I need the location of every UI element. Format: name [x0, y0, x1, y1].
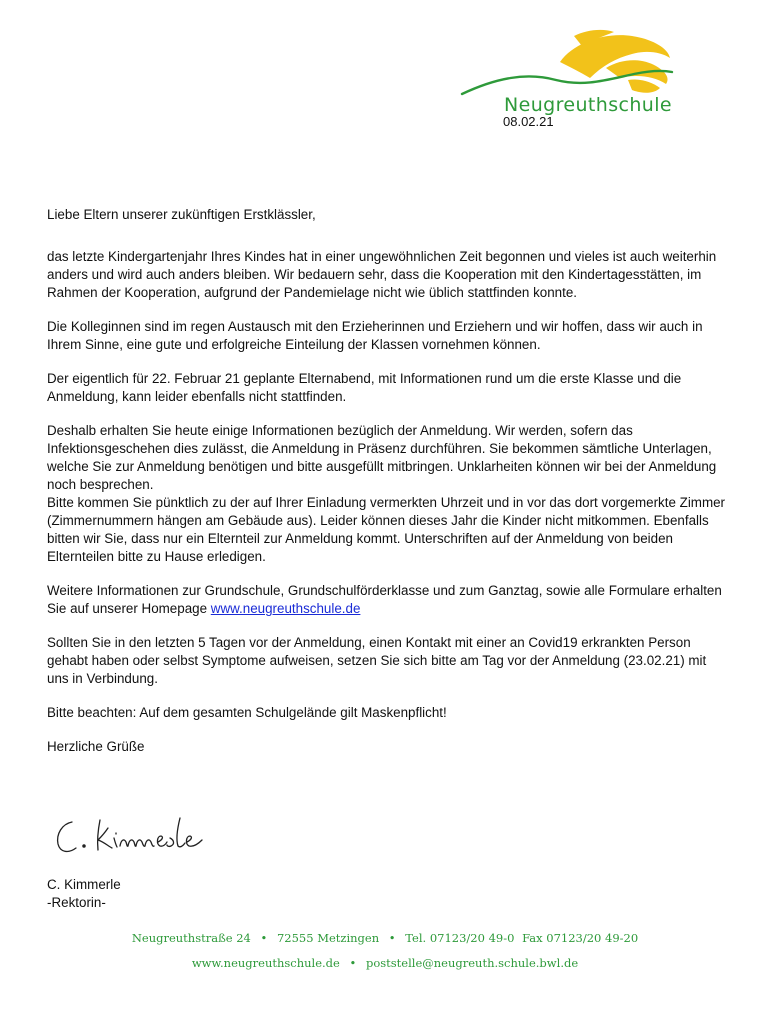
- greeting: Liebe Eltern unserer zukünftigen Erstklässler,: [47, 207, 316, 222]
- footer-separator: •: [260, 931, 268, 945]
- paragraph-homepage: [47, 582, 727, 618]
- registration-info: Deshalb erhalten Sie heute einige Informationen bezüglich der Anmeldung. Wir werden, sofern das Infektionsgeschehen dies zulässt, die Anmeldung in Präsenz durchführen. Sie bekommen sämtliche Unterlagen, welche Sie zur Anmeldung benötigen und bitte ausgefüllt mitbringen. Unklarheiten können wir bei der Anmeldung noch besprechen.: [47, 423, 717, 492]
- footer-web-line: [0, 956, 770, 970]
- footer-contact-line: [0, 931, 770, 945]
- signer-block: [47, 876, 121, 912]
- closing: Herzliche Grüße: [47, 739, 145, 754]
- footer-phone: Tel. 07123/20 49-0: [405, 931, 515, 945]
- homepage-link[interactable]: www.neugreuthschule.de: [210, 601, 361, 616]
- registration-instructions: Bitte kommen Sie pünktlich zu der auf Ihrer Einladung vermerkten Uhrzeit und in vor das dort vorgemerkte Zimmer (Zimmernummern hängen am Gebäude aus). Leider können dieses Jahr die Kinder nicht mitkommen. Ebenfalls bitten wir Sie, dass nur ein Elternteil zur Anmeldung kommt. Unterschriften auf der Anmeldung von beiden Elternteilen bitte zu Hause erledigen.: [47, 495, 726, 564]
- signer-name: C. Kimmerle: [47, 877, 121, 892]
- paragraph-kindergarten: das letzte Kindergartenjahr Ihres Kindes hat in einer ungewöhnlichen Zeit begonnen und vieles ist auch weiterhin anders und wird auch anders bleiben. Wir bedauern sehr, dass die Kooperation mit den Kindertagesstätten, im Rahmen der Kooperation, aufgrund der Pandemielage nicht wie üblich stattfinden konnte.: [47, 249, 717, 300]
- paragraph-registration: [47, 422, 727, 566]
- letter-date: 08.02.21: [503, 114, 554, 129]
- paragraph-mask: Bitte beachten: Auf dem gesamten Schulgelände gilt Maskenpflicht!: [47, 705, 447, 720]
- footer-separator: •: [349, 956, 357, 970]
- homepage-text: Weitere Informationen zur Grundschule, Grundschulförderklasse und zum Ganztag, sowie alle Formulare erhalten Sie auf unserer Homepage: [47, 583, 722, 616]
- signature-caption: C. Kimmerle: [50, 860, 63, 862]
- paragraph-covid: Sollten Sie in den letzten 5 Tagen vor der Anmeldung, einen Kontakt mit einer an Covid19 erkrankten Person gehabt haben oder selbst Symptome aufweisen, setzen Sie sich bitte am Tag vor der Anmeldung (23.02.21) mit uns in Verbindung.: [47, 635, 707, 686]
- footer-separator: •: [388, 931, 396, 945]
- paragraph-parents-evening: Der eigentlich für 22. Februar 21 geplante Elternabend, mit Informationen rund um die erste Klasse und die Anmeldung, kann leider ebenfalls nicht stattfinden.: [47, 371, 682, 404]
- paragraph-colleagues: Die Kolleginnen sind im regen Austausch mit den Erzieherinnen und Erziehern und wir hoffen, dass wir auch in Ihrem Sinne, eine gute und erfolgreiche Einteilung der Klassen vornehmen können.: [47, 319, 703, 352]
- footer-address: Neugreuthstraße 24: [131, 931, 251, 945]
- footer-fax: Fax 07123/20 49-20: [522, 931, 639, 945]
- footer-website[interactable]: www.neugreuthschule.de: [191, 956, 340, 970]
- letter-body: [47, 206, 727, 772]
- footer-city: 72555 Metzingen: [276, 931, 380, 945]
- school-name-logo-text: Neugreuthschule: [504, 94, 673, 116]
- handwritten-signature: [50, 812, 230, 862]
- footer-email[interactable]: poststelle@neugreuth.schule.bwl.de: [365, 956, 579, 970]
- signer-title: -Rektorin-: [47, 895, 106, 910]
